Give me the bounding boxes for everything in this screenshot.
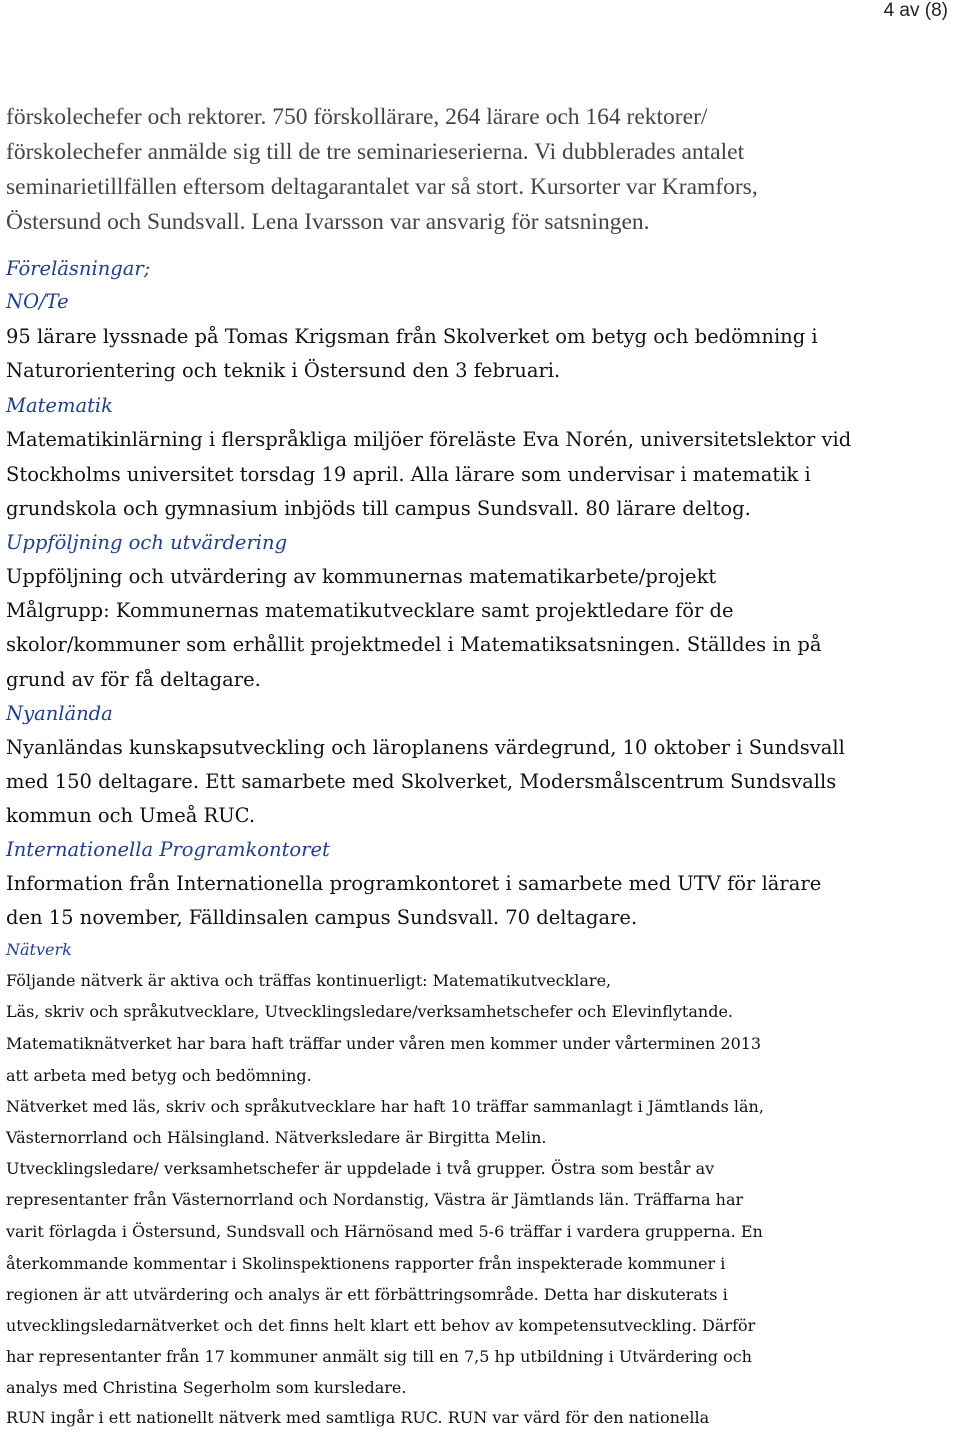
paragraph-line: Följande nätverk är aktiva och träffas kontinuerligt: Matematikutvecklare, (6, 971, 612, 990)
paragraph-line: Information från Internationella programkontoret i samarbete med UTV för lärare (6, 872, 822, 895)
paragraph-line: Östersund och Sundsvall. Lena Ivarsson var ansvarig för satsningen. (6, 209, 650, 235)
paragraph-line: Västernorrland och Hälsingland. Nätverksledare är Birgitta Melin. (6, 1128, 547, 1147)
paragraph-line: Uppföljning och utvärdering av kommunernas matematikarbete/projekt (6, 565, 717, 588)
paragraph-line: Matematikinlärning i flerspråkliga miljöer föreläste Eva Norén, universitetslektor vid (6, 428, 852, 451)
paragraph-line: att arbeta med betyg och bedömning. (6, 1066, 312, 1085)
section-heading: Föreläsningar; (6, 257, 151, 280)
paragraph-line: med 150 deltagare. Ett samarbete med Skolverket, Modersmålscentrum Sundsvalls (6, 770, 837, 793)
paragraph-line: skolor/kommuner som erhållit projektmedel i Matematiksatsningen. Ställdes in på (6, 633, 822, 656)
paragraph-line: Läs, skriv och språkutvecklare, Utvecklingsledare/verksamhetschefer och Elevinflytande. (6, 1002, 733, 1021)
paragraph-line: utvecklingsledarnätverket och det finns helt klart ett behov av kompetensutveckling. Därför (6, 1316, 756, 1335)
paragraph-line: regionen är att utvärdering och analys är ett förbättringsområde. Detta har diskuterats i (6, 1285, 728, 1304)
paragraph-line: Nyanländas kunskapsutveckling och läroplanens värdegrund, 10 oktober i Sundsvall (6, 736, 845, 759)
paragraph-line: den 15 november, Fälldinsalen campus Sundsvall. 70 deltagare. (6, 906, 638, 929)
paragraph-line: återkommande kommentar i Skolinspektionens rapporter från inspekterade kommuner i (6, 1254, 726, 1273)
paragraph-line: analys med Christina Segerholm som kursledare. (6, 1378, 407, 1397)
paragraph-line: 95 lärare lyssnade på Tomas Krigsman från Skolverket om betyg och bedömning i (6, 325, 818, 348)
paragraph-line: seminarietillfällen eftersom deltagarantalet var så stort. Kursorter var Kramfors, (6, 174, 758, 200)
paragraph-line: Utvecklingsledare/ verksamhetschefer är uppdelade i två grupper. Östra som består av (6, 1159, 715, 1178)
paragraph-line: Nätverket med läs, skriv och språkutvecklare har haft 10 träffar sammanlagt i Jämtlands län, (6, 1097, 764, 1116)
paragraph-line: har representanter från 17 kommuner anmält sig till en 7,5 hp utbildning i Utvärdering och (6, 1347, 752, 1366)
paragraph-line: Naturorientering och teknik i Östersund den 3 februari. (6, 359, 561, 382)
paragraph-line: förskolechefer och rektorer. 750 förskollärare, 264 lärare och 164 rektorer/ (6, 104, 708, 130)
section-heading: Internationella Programkontoret (6, 838, 330, 861)
section-heading: Uppföljning och utvärdering (6, 531, 288, 554)
paragraph-line: grundskola och gymnasium inbjöds till campus Sundsvall. 80 lärare deltog. (6, 497, 751, 520)
paragraph-line: grund av för få deltagare. (6, 668, 261, 691)
section-heading: Matematik (6, 394, 113, 417)
paragraph-line: kommun och Umeå RUC. (6, 804, 256, 827)
paragraph-line: Matematiknätverket har bara haft träffar under våren men kommer under vårterminen 2013 (6, 1034, 762, 1053)
paragraph-line: Stockholms universitet torsdag 19 april. Alla lärare som undervisar i matematik i (6, 463, 811, 486)
section-heading: Nätverk (6, 940, 72, 959)
page-number: 4 av (8) (883, 0, 948, 21)
section-heading: Nyanlända (6, 702, 113, 725)
paragraph-line: representanter från Västernorrland och Nordanstig, Västra är Jämtlands län. Träffarna har (6, 1190, 744, 1209)
paragraph-line: varit förlagda i Östersund, Sundsvall och Härnösand med 5-6 träffar i vardera grupperna. En (6, 1222, 763, 1241)
paragraph-line: Målgrupp: Kommunernas matematikutvecklare samt projektledare för de (6, 599, 734, 622)
section-heading: NO/Te (6, 290, 69, 313)
paragraph-line: RUN ingår i ett nationellt nätverk med samtliga RUC. RUN var värd för den nationella (6, 1408, 710, 1427)
paragraph-line: förskolechefer anmälde sig till de tre seminarieserierna. Vi dubblerades antalet (6, 139, 745, 165)
